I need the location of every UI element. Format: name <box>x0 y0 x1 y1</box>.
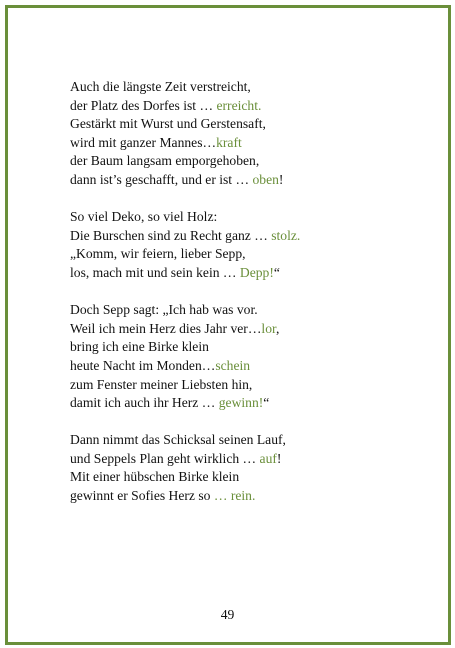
poem-line <box>70 245 410 264</box>
stanza <box>70 301 410 413</box>
line-punctuation: ! <box>278 171 284 187</box>
rhyme-word: kraft <box>216 134 242 150</box>
line-text: der Baum langsam emporgehoben, <box>70 153 260 169</box>
page-number: 49 <box>220 607 235 622</box>
line-text: wird mit ganzer Mannes… <box>70 134 217 150</box>
poem-line <box>70 320 410 339</box>
poem-line <box>70 450 410 469</box>
line-text: Auch die längste Zeit verstreicht, <box>70 79 251 94</box>
poem-line <box>70 152 410 171</box>
line-text: und Seppels Plan geht wirklich … <box>70 450 260 466</box>
line-text: Dann nimmt das Schicksal seinen Lauf, <box>70 432 286 448</box>
rhyme-word: erreicht. <box>216 97 262 113</box>
poem-line <box>70 301 410 320</box>
stanza <box>70 208 410 282</box>
rhyme-word: gewinn! <box>218 395 264 411</box>
line-text: heute Nacht im Monden… <box>70 357 216 373</box>
poem <box>70 78 410 524</box>
rhyme-word: stolz. <box>271 227 301 243</box>
line-text: dann ist’s geschafft, und er ist … <box>70 171 253 187</box>
line-punctuation: “ <box>263 395 270 411</box>
line-text: Doch Sepp sagt: „Ich hab was vor. <box>70 302 258 318</box>
line-text: Weil ich mein Herz dies Jahr ver… <box>70 320 262 336</box>
line-text: Mit einer hübschen Birke klein <box>70 469 240 485</box>
line-text: der Platz des Dorfes ist … <box>70 97 217 113</box>
line-punctuation: ! <box>276 450 282 466</box>
line-text: gewinnt er Sofies Herz so <box>70 488 214 504</box>
poem-line <box>70 227 410 246</box>
poem-line <box>70 431 410 450</box>
rhyme-word: auf <box>259 450 277 466</box>
poem-line <box>70 468 410 487</box>
line-text: „Komm, wir feiern, lieber Sepp, <box>70 246 246 262</box>
rhyme-word: oben <box>252 171 279 187</box>
poem-line <box>70 487 410 506</box>
poem-line <box>70 394 410 413</box>
line-text: So viel Deko, so viel Holz: <box>70 209 218 225</box>
rhyme-word: Depp! <box>239 264 274 280</box>
stanza <box>70 431 410 505</box>
rhyme-word: schein <box>215 357 251 373</box>
line-text: bring ich eine Birke klein <box>70 339 209 355</box>
poem-line <box>70 338 410 357</box>
line-text: Die Burschen sind zu Recht ganz … <box>70 227 272 243</box>
poem-line <box>70 78 410 97</box>
poem-line <box>70 208 410 227</box>
line-punctuation: “ <box>273 264 280 280</box>
line-text: zum Fenster meiner Liebsten hin, <box>70 376 253 392</box>
rhyme-word: … rein. <box>213 488 256 504</box>
line-text: Gestärkt mit Wurst und Gerstensaft, <box>70 116 266 132</box>
poem-line <box>70 376 410 395</box>
poem-line <box>70 134 410 153</box>
poem-line <box>70 97 410 116</box>
poem-line <box>70 171 410 190</box>
line-text: damit ich auch ihr Herz … <box>70 395 219 411</box>
line-punctuation: , <box>275 320 280 336</box>
poem-line <box>70 115 410 134</box>
poem-line <box>70 264 410 283</box>
line-text: los, mach mit und sein kein … <box>70 264 240 280</box>
rhyme-word: lor <box>261 320 276 336</box>
stanza <box>70 78 410 190</box>
poem-line <box>70 357 410 376</box>
